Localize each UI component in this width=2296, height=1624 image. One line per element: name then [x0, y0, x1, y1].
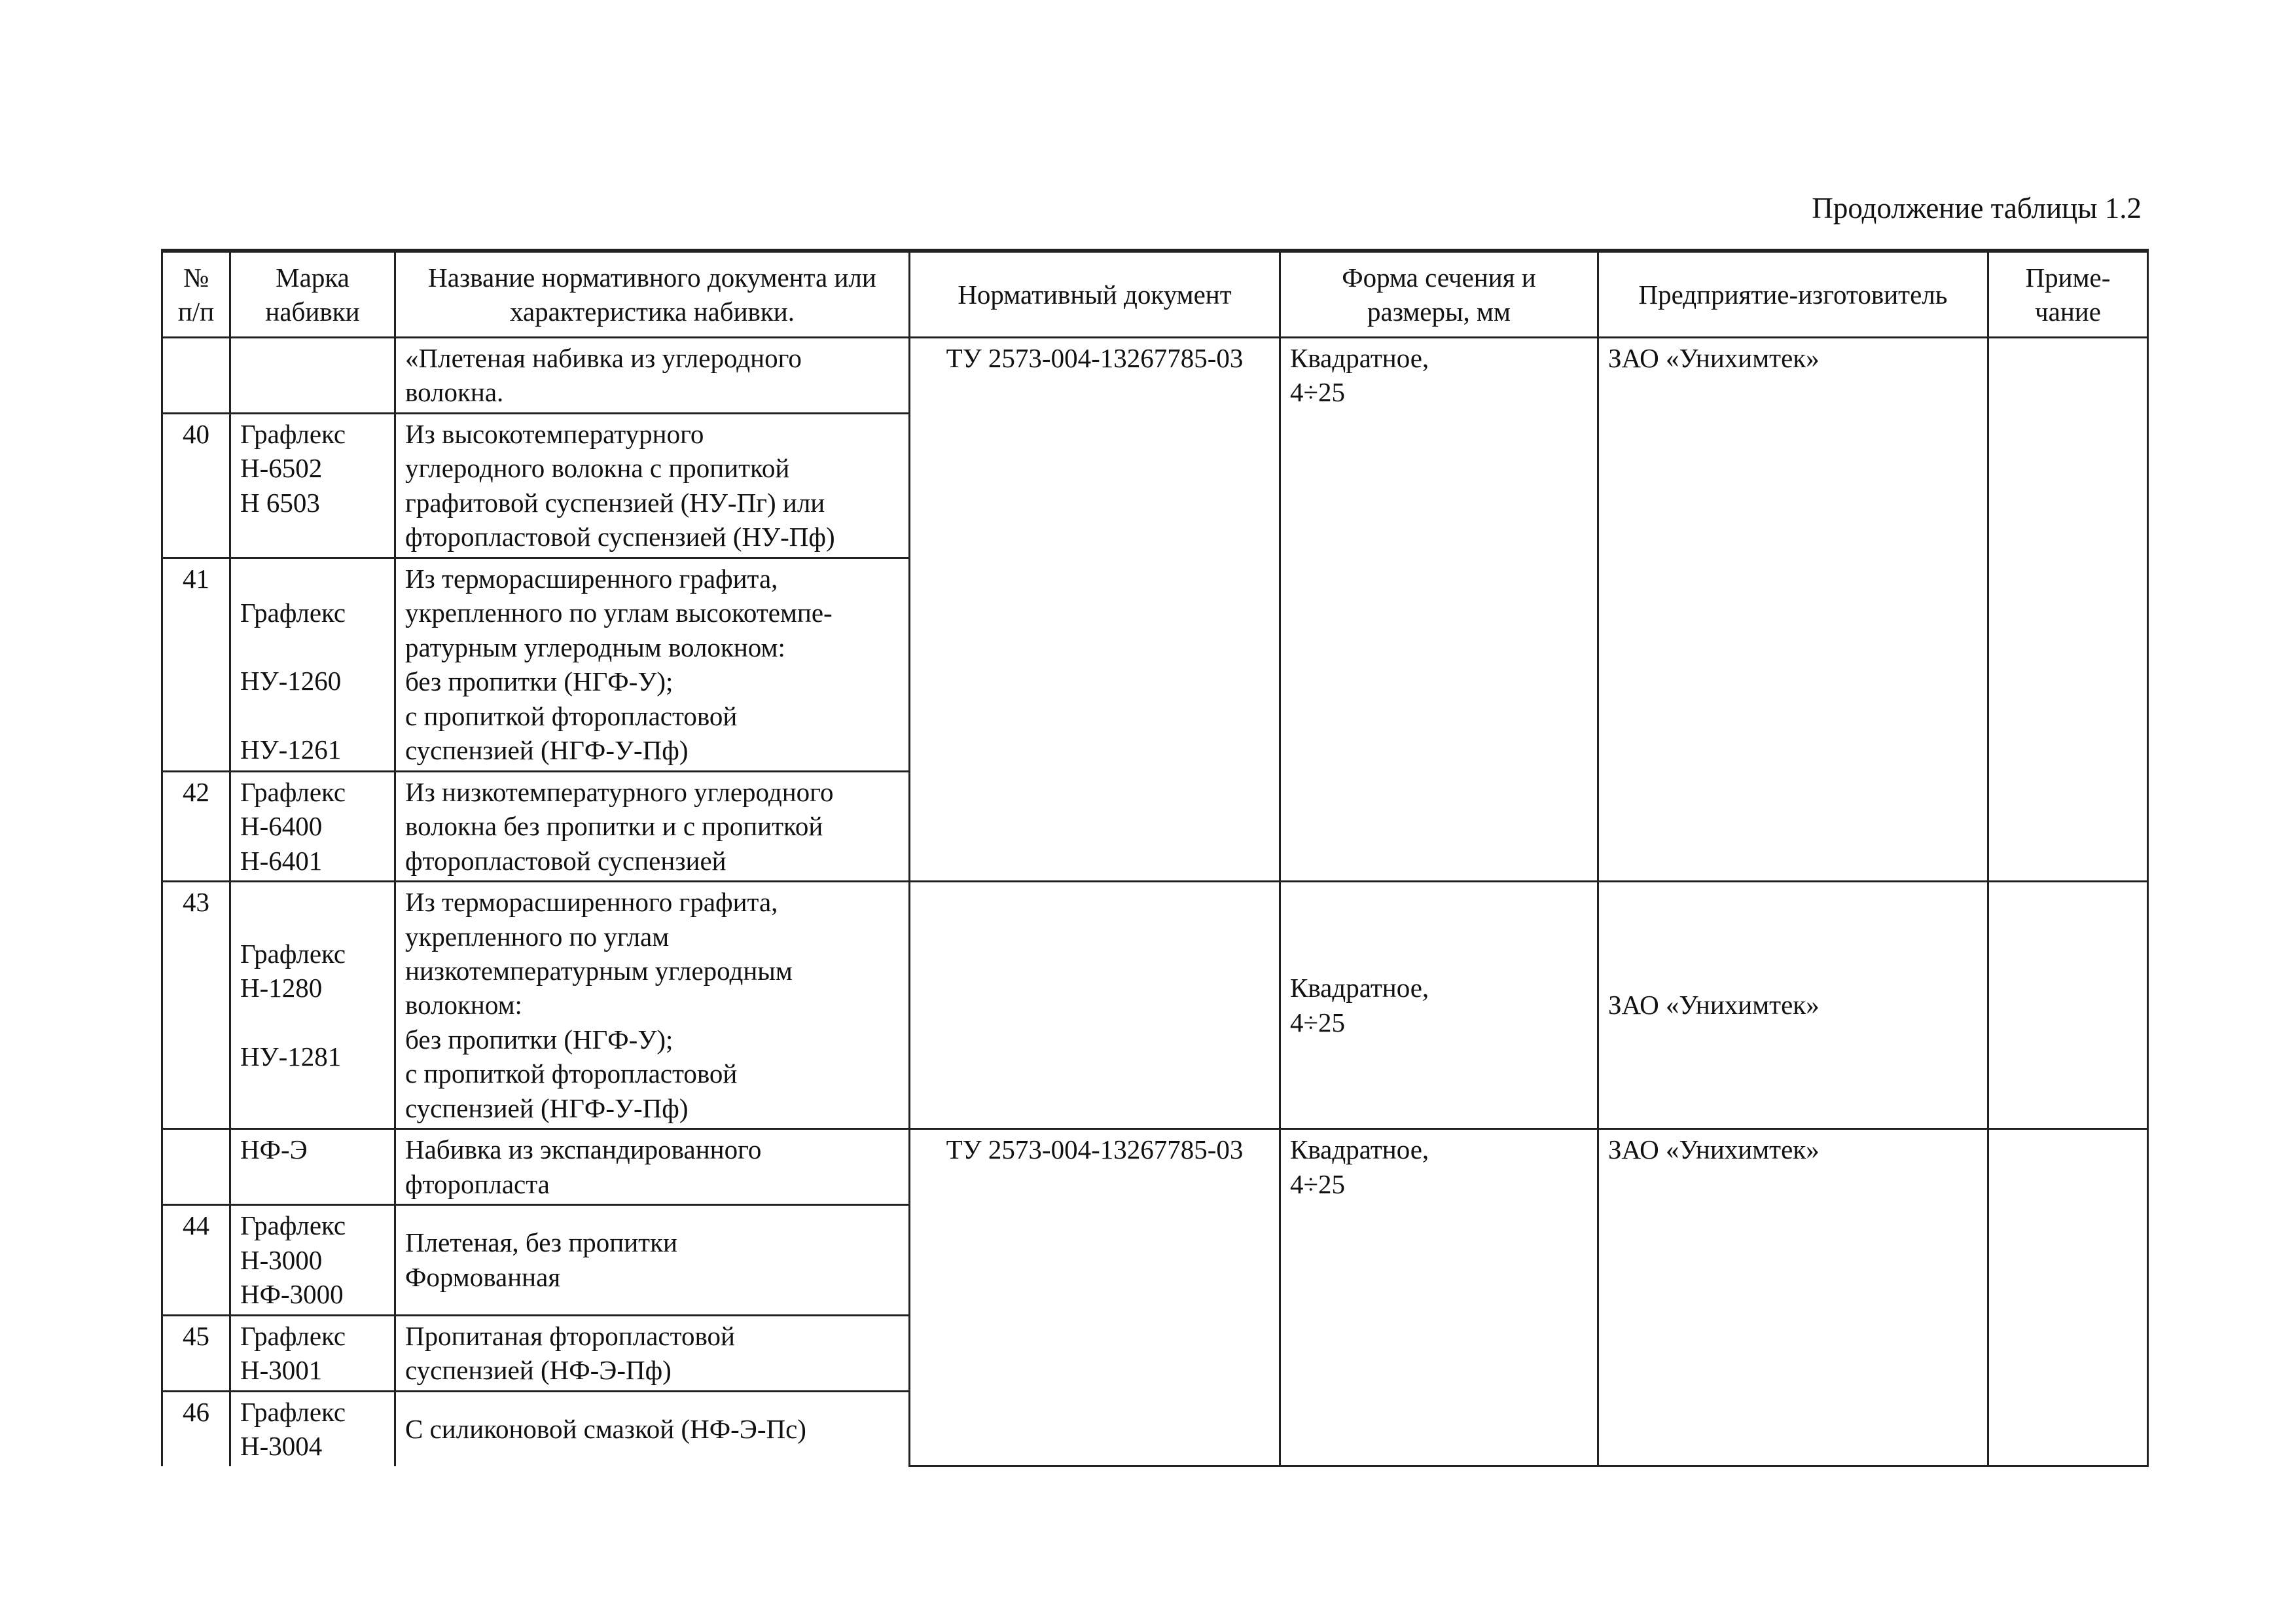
table-row [162, 882, 2148, 1129]
row-num: 46 [162, 1391, 230, 1466]
header-maker: Предприятие-изготовитель [1598, 251, 1988, 338]
section-form: Квадратное, 4÷25 [1280, 882, 1598, 1129]
standard-doc [910, 882, 1280, 1129]
row-desc: Из низкотемпературного углеродного волокна без пропитки и с пропиткой фторопластовой суспензией [395, 771, 910, 881]
row-desc: С силиконовой смазкой (НФ-Э-Пс) [395, 1391, 910, 1466]
row-num: 42 [162, 771, 230, 881]
note-cell [1988, 882, 2148, 1129]
row-num: 43 [162, 882, 230, 1129]
table-caption: Продолжение таблицы 1.2 [1812, 192, 2142, 225]
note-cell [1988, 338, 2148, 882]
row-num: 45 [162, 1315, 230, 1391]
section-form: Квадратное, 4÷25 [1280, 338, 1598, 882]
row-mark: Графлекс Н-3001 [230, 1315, 395, 1391]
row-desc: Из терморасширенного графита, укрепленного по углам высокотемпе- ратурным углеродным волокном: без пропитки (НГФ-У); с пропиткой фторопластовой суспензией (НГФ-У-Пф) [395, 558, 910, 771]
table-row [162, 1129, 2148, 1205]
table-row [162, 338, 2148, 414]
row-mark: Графлекс Н-6400 Н-6401 [230, 771, 395, 881]
row-mark: Графлекс Н-3000 НФ-3000 [230, 1205, 395, 1315]
row-mark: Графлекс Н-3004 [230, 1391, 395, 1466]
row-num: 44 [162, 1205, 230, 1315]
row-mark [230, 338, 395, 414]
row-mark: Графлекс Н-6502 Н 6503 [230, 413, 395, 558]
manufacturer: ЗАО «Унихимтек» [1598, 338, 1988, 882]
header-mark: Марка набивки [230, 251, 395, 338]
section-form: Квадратное, 4÷25 [1280, 1129, 1598, 1466]
header-num: № п/п [162, 251, 230, 338]
row-desc: Пропитаная фторопластовой суспензией (НФ-Э-Пф) [395, 1315, 910, 1391]
row-mark: Графлекс Н-1280 НУ-1281 [230, 882, 395, 1129]
row-desc: Плетеная, без пропитки Формованная [395, 1205, 910, 1315]
standard-doc: ТУ 2573-004-13267785-03 [910, 338, 1280, 882]
note-cell [1988, 1129, 2148, 1466]
row-num [162, 1129, 230, 1205]
table-header-row [162, 251, 2148, 338]
packing-table [161, 249, 2149, 1467]
manufacturer: ЗАО «Унихимтек» [1598, 1129, 1988, 1466]
manufacturer: ЗАО «Унихимтек» [1598, 882, 1988, 1129]
row-desc: Из высокотемпературного углеродного волокна с пропиткой графитовой суспензией (НУ-Пг) или фторопластовой суспензией (НУ-Пф) [395, 413, 910, 558]
header-form: Форма сечения и размеры, мм [1280, 251, 1598, 338]
row-mark: Графлекс НУ-1260 НУ-1261 [230, 558, 395, 771]
row-num: 40 [162, 413, 230, 558]
row-mark: НФ-Э [230, 1129, 395, 1205]
header-note: Приме- чание [1988, 251, 2148, 338]
row-desc: «Плетеная набивка из углеродного волокна. [395, 338, 910, 414]
row-desc: Из терморасширенного графита, укрепленного по углам низкотемпературным углеродным волокном: без пропитки (НГФ-У); с пропиткой фторопластовой суспензией (НГФ-У-Пф) [395, 882, 910, 1129]
standard-doc: ТУ 2573-004-13267785-03 [910, 1129, 1280, 1466]
row-desc: Набивка из экспандированного фторопласта [395, 1129, 910, 1205]
row-num [162, 338, 230, 414]
header-doc: Нормативный документ [910, 251, 1280, 338]
header-name: Название нормативного документа или характеристика набивки. [395, 251, 910, 338]
row-num: 41 [162, 558, 230, 771]
